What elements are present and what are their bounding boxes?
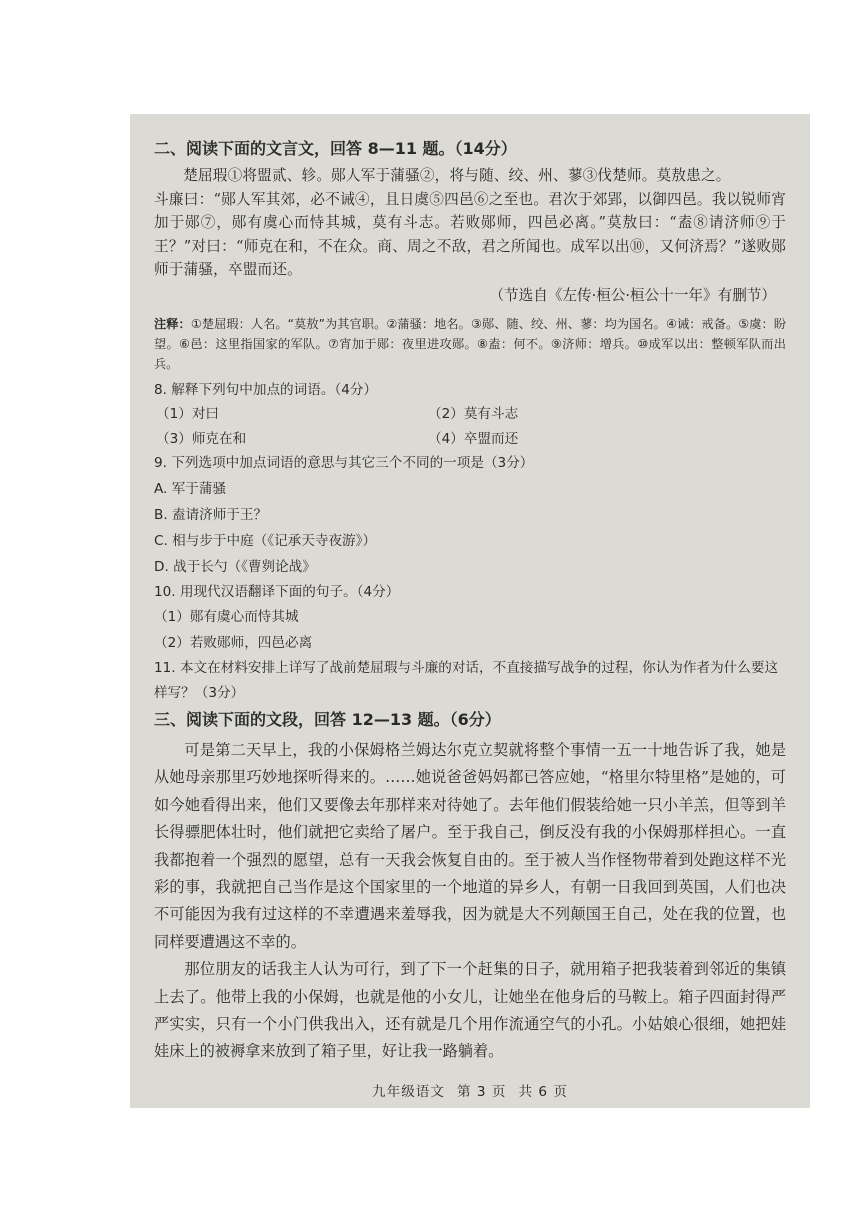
modern-passage-p1: 可是第二天早上，我的小保姆格兰姆达尔克立契就将整个事情一五一十地告诉了我，她是从她母亲那里巧妙地探听得来的。……她说爸爸妈妈都已答应她，“格里尔特里格”是她的，可如今她看得出来，他们又要像去年那样来对待她了。去年他们假装给她一只小羊羔，但等到羊长得骠肥体壮时，他们就把它卖给了屠户。至于我自己，倒反没有我的小保姆那样担心。一直我都抱着一个强烈的愿望，总有一天我会恢复自由的。至于被人当作怪物带着到处跑这样不光彩的事，我就把自己当作是这个国家里的一个地道的异乡人，有朝一日我回到英国，人们也决不可能因为我有过这样的不幸遭遇来羞辱我，因为就是大不列颠国王自己，处在我的位置，也同样要遭遇这不幸的。 (154, 741, 786, 951)
question-10-item-1: （1）郧有虞心而恃其城 (154, 609, 299, 625)
question-8-item-1: （1）对曰 (156, 406, 220, 422)
question-8-item-2: （2）莫有斗志 (428, 406, 519, 422)
question-8-row-2 (154, 427, 786, 452)
question-9-option-b: B. 盍请济师于王？ (154, 506, 268, 523)
question-9-option-d: D. 战于长勺（《曹刿论战》 (154, 558, 316, 575)
classical-passage-p2: 斗廉曰：“郧人军其郊，必不诫④，且日虞⑤四邑⑥之至也。君次于郊郢，以御四邑。我以锐师宵加于郧⑦，郧有虞心而恃其城，莫有斗志。若败郧师，四邑必离。”莫敖曰：“盍⑧请济师⑨于王？”对曰：“师克在和，不在众。商、周之不敌，君之所闻也。成军以出⑩，又何济焉？”遂败郧师于蒲骚，卒盟而还。 (154, 190, 786, 278)
question-10-item-2: （2）若败郧师，四邑必离 (154, 635, 313, 651)
question-10-stem: 10. 用现代汉语翻译下面的句子。（4分） (154, 583, 400, 600)
section3-title: 三、阅读下面的文段，回答 12—13 题。（6分） (154, 710, 501, 729)
question-8-stem: 8. 解释下列句中加点的词语。（4分） (154, 381, 378, 398)
classical-passage-p1: 楚屈瑕①将盟贰、轸。郧人军于蒲骚②，将与随、绞、州、蓼③伐楚师。莫敖患之。 (183, 167, 731, 184)
question-11-stem: 11. 本文在材料安排上详写了战前楚屈瑕与斗廉的对话，不直接描写战争的过程，你认为作者为什么要这样写？（3分） (154, 660, 779, 701)
passage-source: （节选自《左传·桓公·桓公十一年》有删节） (489, 286, 776, 304)
footer-subject: 九年级语文 (372, 1084, 445, 1100)
exam-page (130, 114, 810, 1108)
annotations (154, 314, 786, 374)
question-9-stem: 9. 下列选项中加点词语的意思与其它三个不同的一项是（3分） (154, 455, 534, 471)
footer-page: 第 3 页 (457, 1084, 507, 1100)
question-9-option-a: A. 军于蒲骚 (154, 480, 227, 497)
annotations-lead: 注释： (154, 316, 191, 331)
question-9-option-c: C. 相与步于中庭（《记承天寺夜游》） (154, 532, 377, 549)
annotations-text: ①楚屈瑕：人名。“莫敖”为其官职。②蒲骚：地名。③郧、随、绞、州、蓼：均为国名。④诫：戒备。⑤虞：盼望。⑥邑：这里指国家的军队。⑦宵加于郧：夜里进攻郧。⑧盍：何不。⑨济师：增兵。⑩成军以出：整顿军队而出兵。 (154, 316, 787, 371)
question-8-item-3: （3）师克在和 (156, 430, 247, 447)
question-8-item-4: （4）卒盟而还 (428, 430, 519, 447)
question-8-row-1 (154, 402, 786, 427)
footer-total: 共 6 页 (518, 1084, 568, 1100)
modern-passage-p2: 那位朋友的话我主人认为可行，到了下一个赶集的日子，就用箱子把我装着到邻近的集镇上去了。他带上我的小保姆，也就是他的小女儿，让她坐在他身后的马鞍上。箱子四面封得严严实实，只有一个小门供我出入，还有就是几个用作流通空气的小孔。小姑娘心很细，她把娃娃床上的被褥拿来放到了箱子里，好让我一路躺着。 (154, 960, 786, 1061)
section2-title: 二、阅读下面的文言文，回答 8—11 题。（14分） (154, 139, 517, 158)
page-footer (130, 1080, 810, 1100)
